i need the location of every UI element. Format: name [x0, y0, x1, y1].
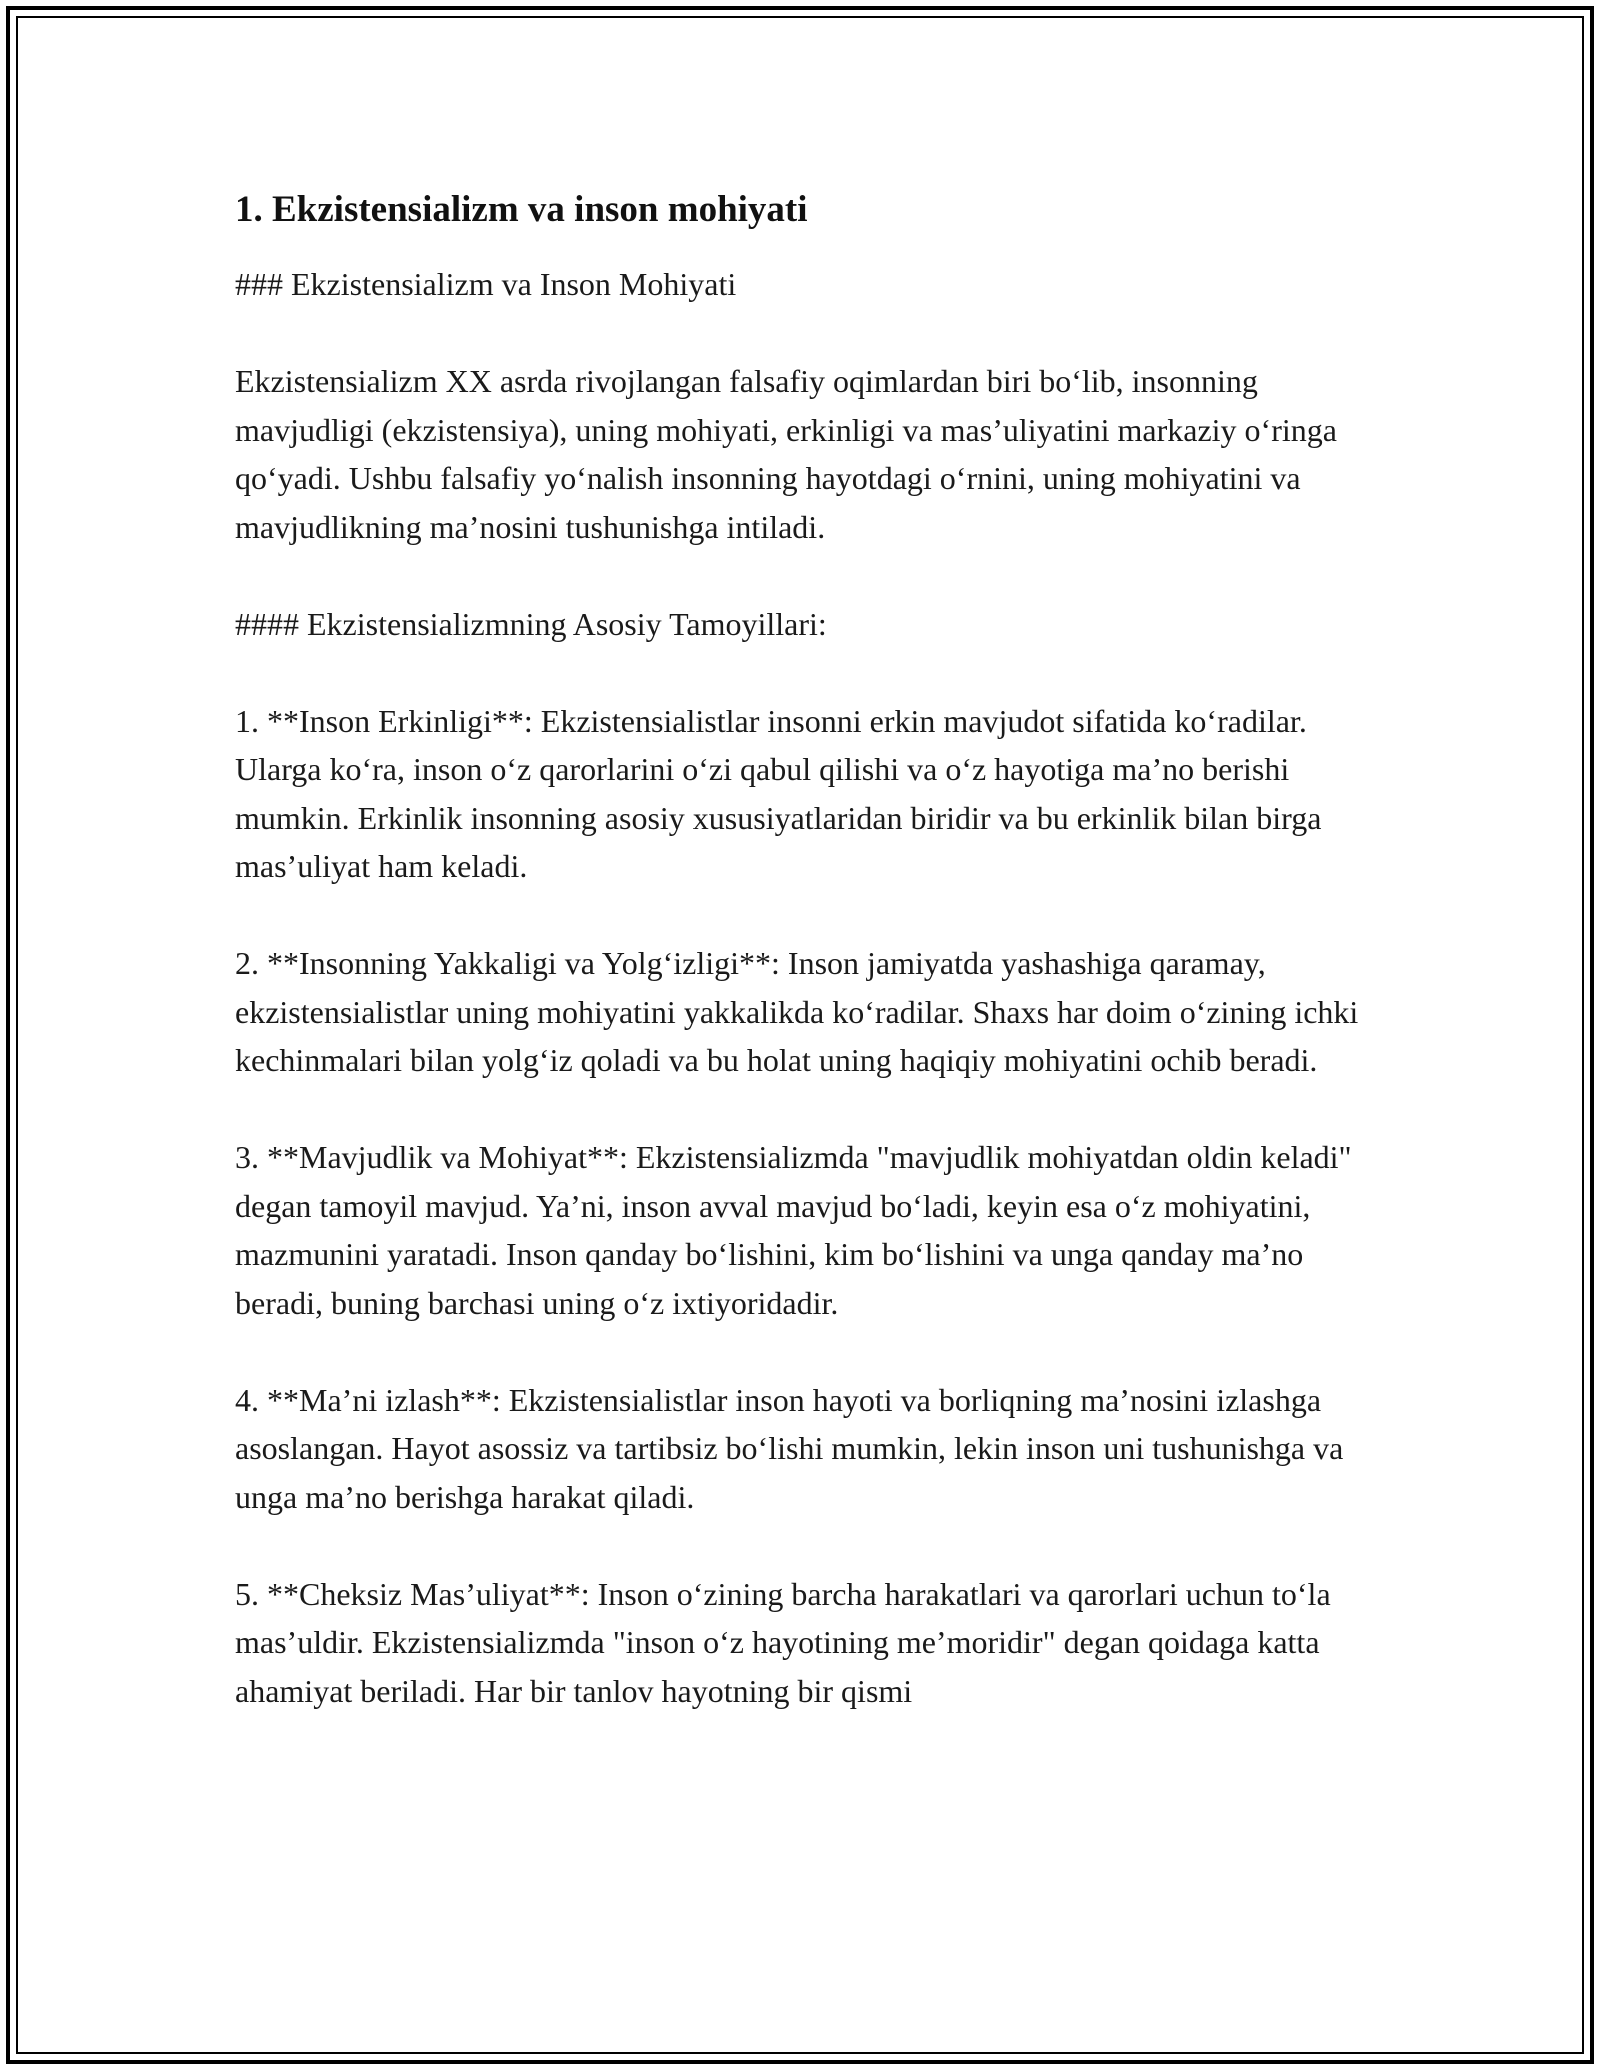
principle-1-paragraph: 1. **Inson Erkinligi**: Ekzistensialistlar insonni erkin mavjudot sifatida ko‘radilar. Ularga ko‘ra, inson o‘z qarorlarini o‘zi qabul qilishi va o‘z hayotiga ma’no berishi mumkin. Erkinlik insonning asosiy xususiyatlaridan biridir va bu erkinlik bilan birga mas’uliyat ham keladi. [235, 702, 1330, 884]
section-heading: ### Ekzistensializm va Inson Mohiyati [235, 266, 737, 302]
document-title: 1. Ekzistensializm va inson mohiyati [235, 189, 808, 230]
principle-4-paragraph: 4. **Ma’ni izlash**: Ekzistensialistlar inson hayoti va borliqning ma’nosini izlashga asoslangan. Hayot asossiz va tartibsiz bo‘lishi mumkin, lekin inson uni tushunishga va unga ma’no berishga harakat qiladi. [235, 1381, 1352, 1515]
intro-paragraph: Ekzistensializm XX asrda rivojlangan falsafiy oqimlardan biri bo‘lib, insonning mavjudligi (ekzistensiya), uning mohiyati, erkinligi va mas’uliyatini markaziy o‘ringa qo‘yadi. Ushbu falsafiy yo‘nalish insonning hayotdagi o‘rnini, uning mohiyatini va mavjudlikning ma’nosini tushunishga intiladi. [235, 363, 1345, 545]
principle-2-paragraph: 2. **Insonning Yakkaligi va Yolg‘izligi**: Inson jamiyatda yashashiga qaramay, ekzistensialistlar uning mohiyatini yakkalikda ko‘radilar. Shaxs har doim o‘zining ichki kechinmalari bilan yolg‘iz qoladi va bu holat uning haqiqiy mohiyatini ochib beradi. [235, 945, 1367, 1078]
principle-5-paragraph: 5. **Cheksiz Mas’uliyat**: Inson o‘zining barcha harakatlari va qarorlari uchun to‘la mas’uldir. Ekzistensializmda "inson o‘z hayotining me’moridir" degan qoidaga katta ahamiyat beriladi. Har bir tanlov hayotning bir qismi [235, 1575, 1339, 1709]
subsection-heading: #### Ekzistensializmning Asosiy Tamoyillari: [235, 605, 827, 642]
principle-3-paragraph: 3. **Mavjudlik va Mohiyat**: Ekzistensializmda "mavjudlik mohiyatdan oldin keladi" degan tamoyil mavjud. Ya’ni, inson avval mavjud bo‘ladi, keyin esa o‘z mohiyatini, mazmunini yaratadi. Inson qanday bo‘lishini, kim bo‘lishini va unga qanday ma’no beradi, buning barchasi uning o‘z ixtiyoridadir. [235, 1139, 1360, 1321]
document-body [235, 188, 1375, 1715]
